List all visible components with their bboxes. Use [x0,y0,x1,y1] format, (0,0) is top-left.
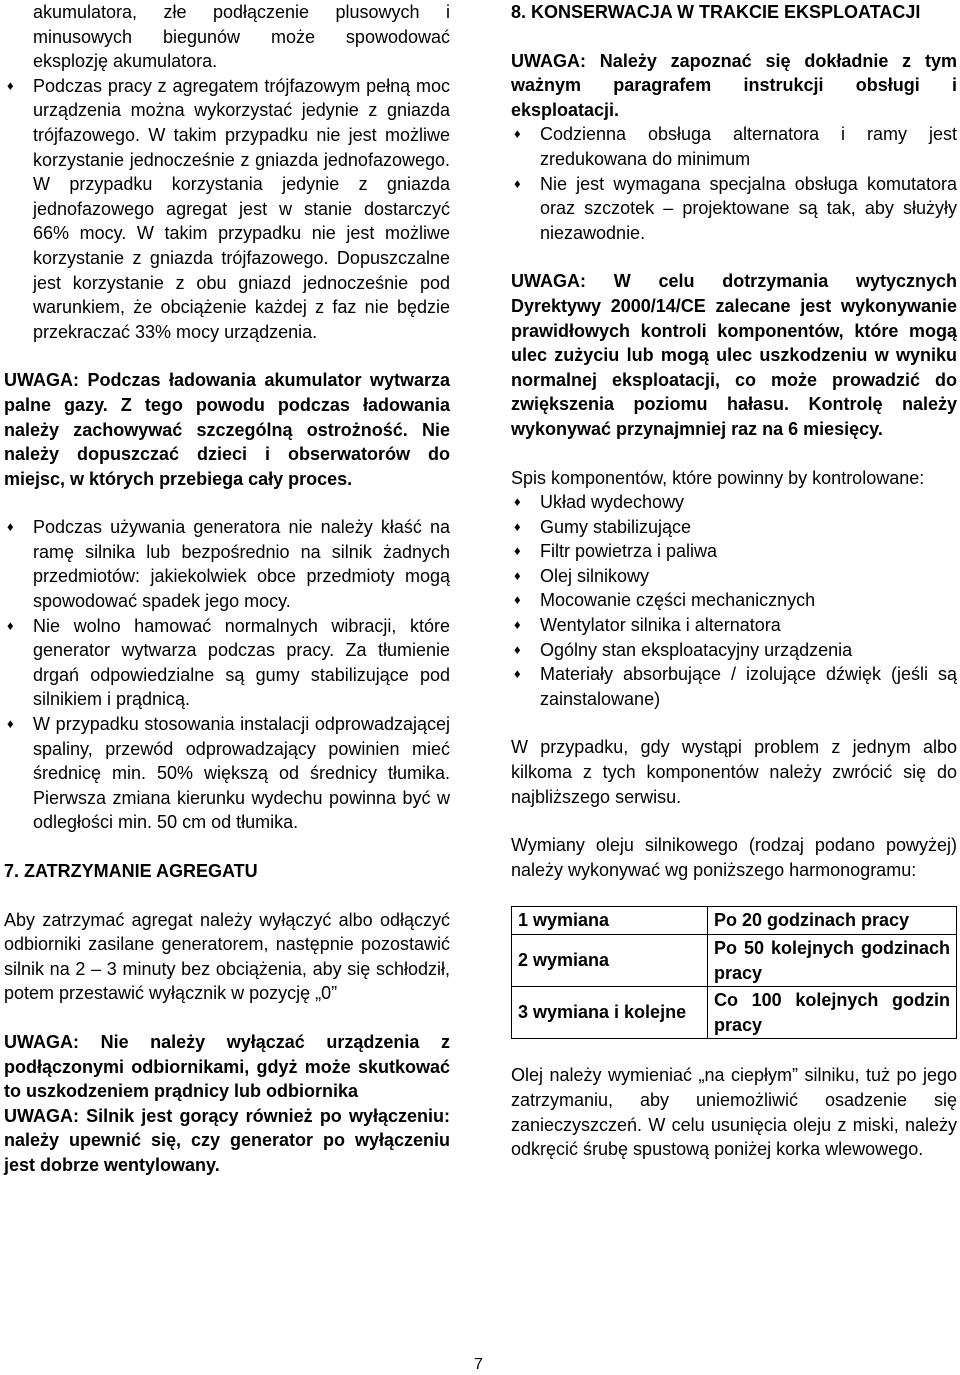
list-item: ♦ Mocowanie części mechanicznych [511,588,957,613]
components-list [511,490,957,711]
oil-change-schedule-table [511,906,957,1039]
list-item: ♦ Podczas używania generatora nie należy kłaść na ramę silnika lub bezpośrednio na silnik żadnych przedmiotów: jakiekolwiek obce przedmioty mogą spowodować spadek jego mocy. [7,517,450,612]
diamond-bullet-icon: ♦ [514,494,521,510]
list-item: ♦ Układ wydechowy [511,490,957,515]
warning-read-manual: UWAGA: Należy zapoznać się dokładnie z tym ważnym paragrafem instrukcji obsługi i eksploatacji. [511,50,957,120]
diamond-bullet-icon: ♦ [514,175,521,191]
diamond-bullet-icon: ♦ [514,617,521,633]
diamond-bullet-icon: ♦ [7,519,14,535]
diamond-bullet-icon: ♦ [514,518,521,534]
components-intro: Spis komponentów, które powinny by kontrolowane: [511,467,925,488]
diamond-bullet-icon: ♦ [7,617,14,633]
problem-text: W przypadku, gdy wystąpi problem z jednym albo kilkoma z tych komponentów należy zwrócić się do najbliższego serwisu. [511,737,957,807]
schedule-change-cell: 3 wymiana i kolejne [512,987,708,1039]
diamond-bullet-icon: ♦ [7,77,14,93]
list-item: ♦ Nie jest wymagana specjalna obsługa komutatora oraz szczotek – projektowane są tak, aby służyły niezawodnie. [514,173,957,243]
diamond-bullet-icon: ♦ [514,567,521,583]
diamond-bullet-icon: ♦ [514,641,521,657]
section-7-title: 7. ZATRZYMANIE AGREGATU [4,861,258,881]
table-row [512,935,957,987]
diamond-bullet-icon: ♦ [514,592,521,608]
diamond-bullet-icon: ♦ [514,543,521,559]
list-item: ♦ Olej silnikowy [511,564,957,589]
list-item: ♦ Filtr powietrza i paliwa [511,539,957,564]
schedule-interval-cell: Po 50 kolejnych godzinach pracy [708,935,957,987]
warning-charging: UWAGA: Podczas ładowania akumulator wytwarza palne gazy. Z tego powodu podczas ładowania należy zachowywać szczególną ostrożność. Nie należy dopuszczać dzieci i obserwatorów do miejsc, w których przebiega cały proces. [4,370,450,489]
right-column [511,0,957,1162]
section-7-text: Aby zatrzymać agregat należy wyłączyć albo odłączyć odbiorniki zasilane generatorem, następnie pozostawić silnik na 2 – 3 minuty bez obciążenia, aby się schłodził, potem przestawić wyłącznik w pozycję „0” [4,909,450,1004]
schedule-change-cell: 2 wymiana [512,935,708,987]
intro-paragraph: akumulatora, złe podłączenie plusowych i minusowych biegunów może spowodować eksplozję akumulatora. [33,2,450,72]
diamond-bullet-icon: ♦ [7,716,14,732]
service-list [511,122,957,245]
warning-hot-engine: UWAGA: Silnik jest gorący również po wyłączeniu: należy upewnić się, czy generator po wyłączeniu jest dobrze wentylowany. [4,1105,450,1175]
table-row [512,907,957,935]
section-8-title: 8. KONSERWACJA W TRAKCIE EKSPLOATACJI [511,2,921,22]
oil-intro: Wymiany oleju silnikowego (rodzaj podano powyżej) należy wykonywać wg poniższego harmonogramu: [511,835,957,880]
page-number: 7 [474,1356,483,1373]
schedule-interval-cell: Po 20 godzinach pracy [708,907,957,935]
warning-directive: UWAGA: W celu dotrzymania wytycznych Dyrektywy 2000/14/CE zalecane jest wykonywanie prawidłowych kontroli komponentów, które mogą ulec zużyciu lub mogą ulec uszkodzeniu w wyniku normalnej eksploatacji, co może prowadzić do zwiększenia poziomu hałasu. Kontrolę należy wykonywać przynajmniej raz na 6 miesięcy. [511,271,957,439]
list-item: ♦ Wentylator silnika i alternatora [511,613,957,638]
list-item: ♦ Codzienna obsługa alternatora i ramy jest zredukowana do minimum [514,124,957,169]
left-column [4,0,450,1178]
three-phase-list [4,74,450,345]
schedule-interval-cell: Co 100 kolejnych godzin pracy [708,987,957,1039]
list-item: ♦ Materiały absorbujące / izolujące dźwięk (jeśli są zainstalowane) [514,664,957,709]
diamond-bullet-icon: ♦ [514,126,521,142]
warning-switch-off: UWAGA: Nie należy wyłączać urządzenia z podłączonymi odbiornikami, gdyż może skutkować to uszkodzeniem prądnicy lub odbiornika [4,1031,450,1102]
list-item: ♦ W przypadku stosowania instalacji odprowadzającej spaliny, przewód odprowadzający powinien mieć średnicę min. 50% większą od średnicy tłumika. Pierwsza zmiana kierunku wydechu powinna być w odległości min. 50 cm od tłumika. [7,714,450,833]
list-item: ♦ Ogólny stan eksploatacyjny urządzenia [511,638,957,663]
schedule-change-cell: 1 wymiana [512,907,708,935]
oil-note: Olej należy wymieniać „na ciepłym” silniku, tuż po jego zatrzymaniu, aby uniemożliwić osadzenie się zanieczyszczeń. W celu usunięcia oleju z miski, należy odkręcić śrubę spustową poniżej korka wlewowego. [511,1065,957,1160]
list-item: ♦ Podczas pracy z agregatem trójfazowym pełną moc urządzenia można wykorzystać jedynie z gniazda trójfazowego. W takim przypadku nie jest możliwe korzystanie jednocześnie z gniazda jednofazowego. W przypadku korzystania jedynie z gniazda jednofazowego agregat jest w stanie dostarczyć 66% mocy. W takim przypadku nie jest możliwe korzystanie z gniazda trójfazowego. Dopuszczalne jest korzystanie z obu gniazd jednocześnie pod warunkiem, że obciążenie każdej z faz nie będzie przekraczać 33% mocy urządzenia. [7,75,450,342]
table-row [512,987,957,1039]
list-item: ♦ Nie wolno hamować normalnych wibracji, które generator wytwarza podczas pracy. Za tłumienie drgań odpowiedzialne są gumy stabilizujące pod silnikiem i prądnicą. [7,615,450,710]
diamond-bullet-icon: ♦ [514,666,521,682]
operation-list [4,515,450,835]
list-item: ♦ Gumy stabilizujące [511,515,957,540]
